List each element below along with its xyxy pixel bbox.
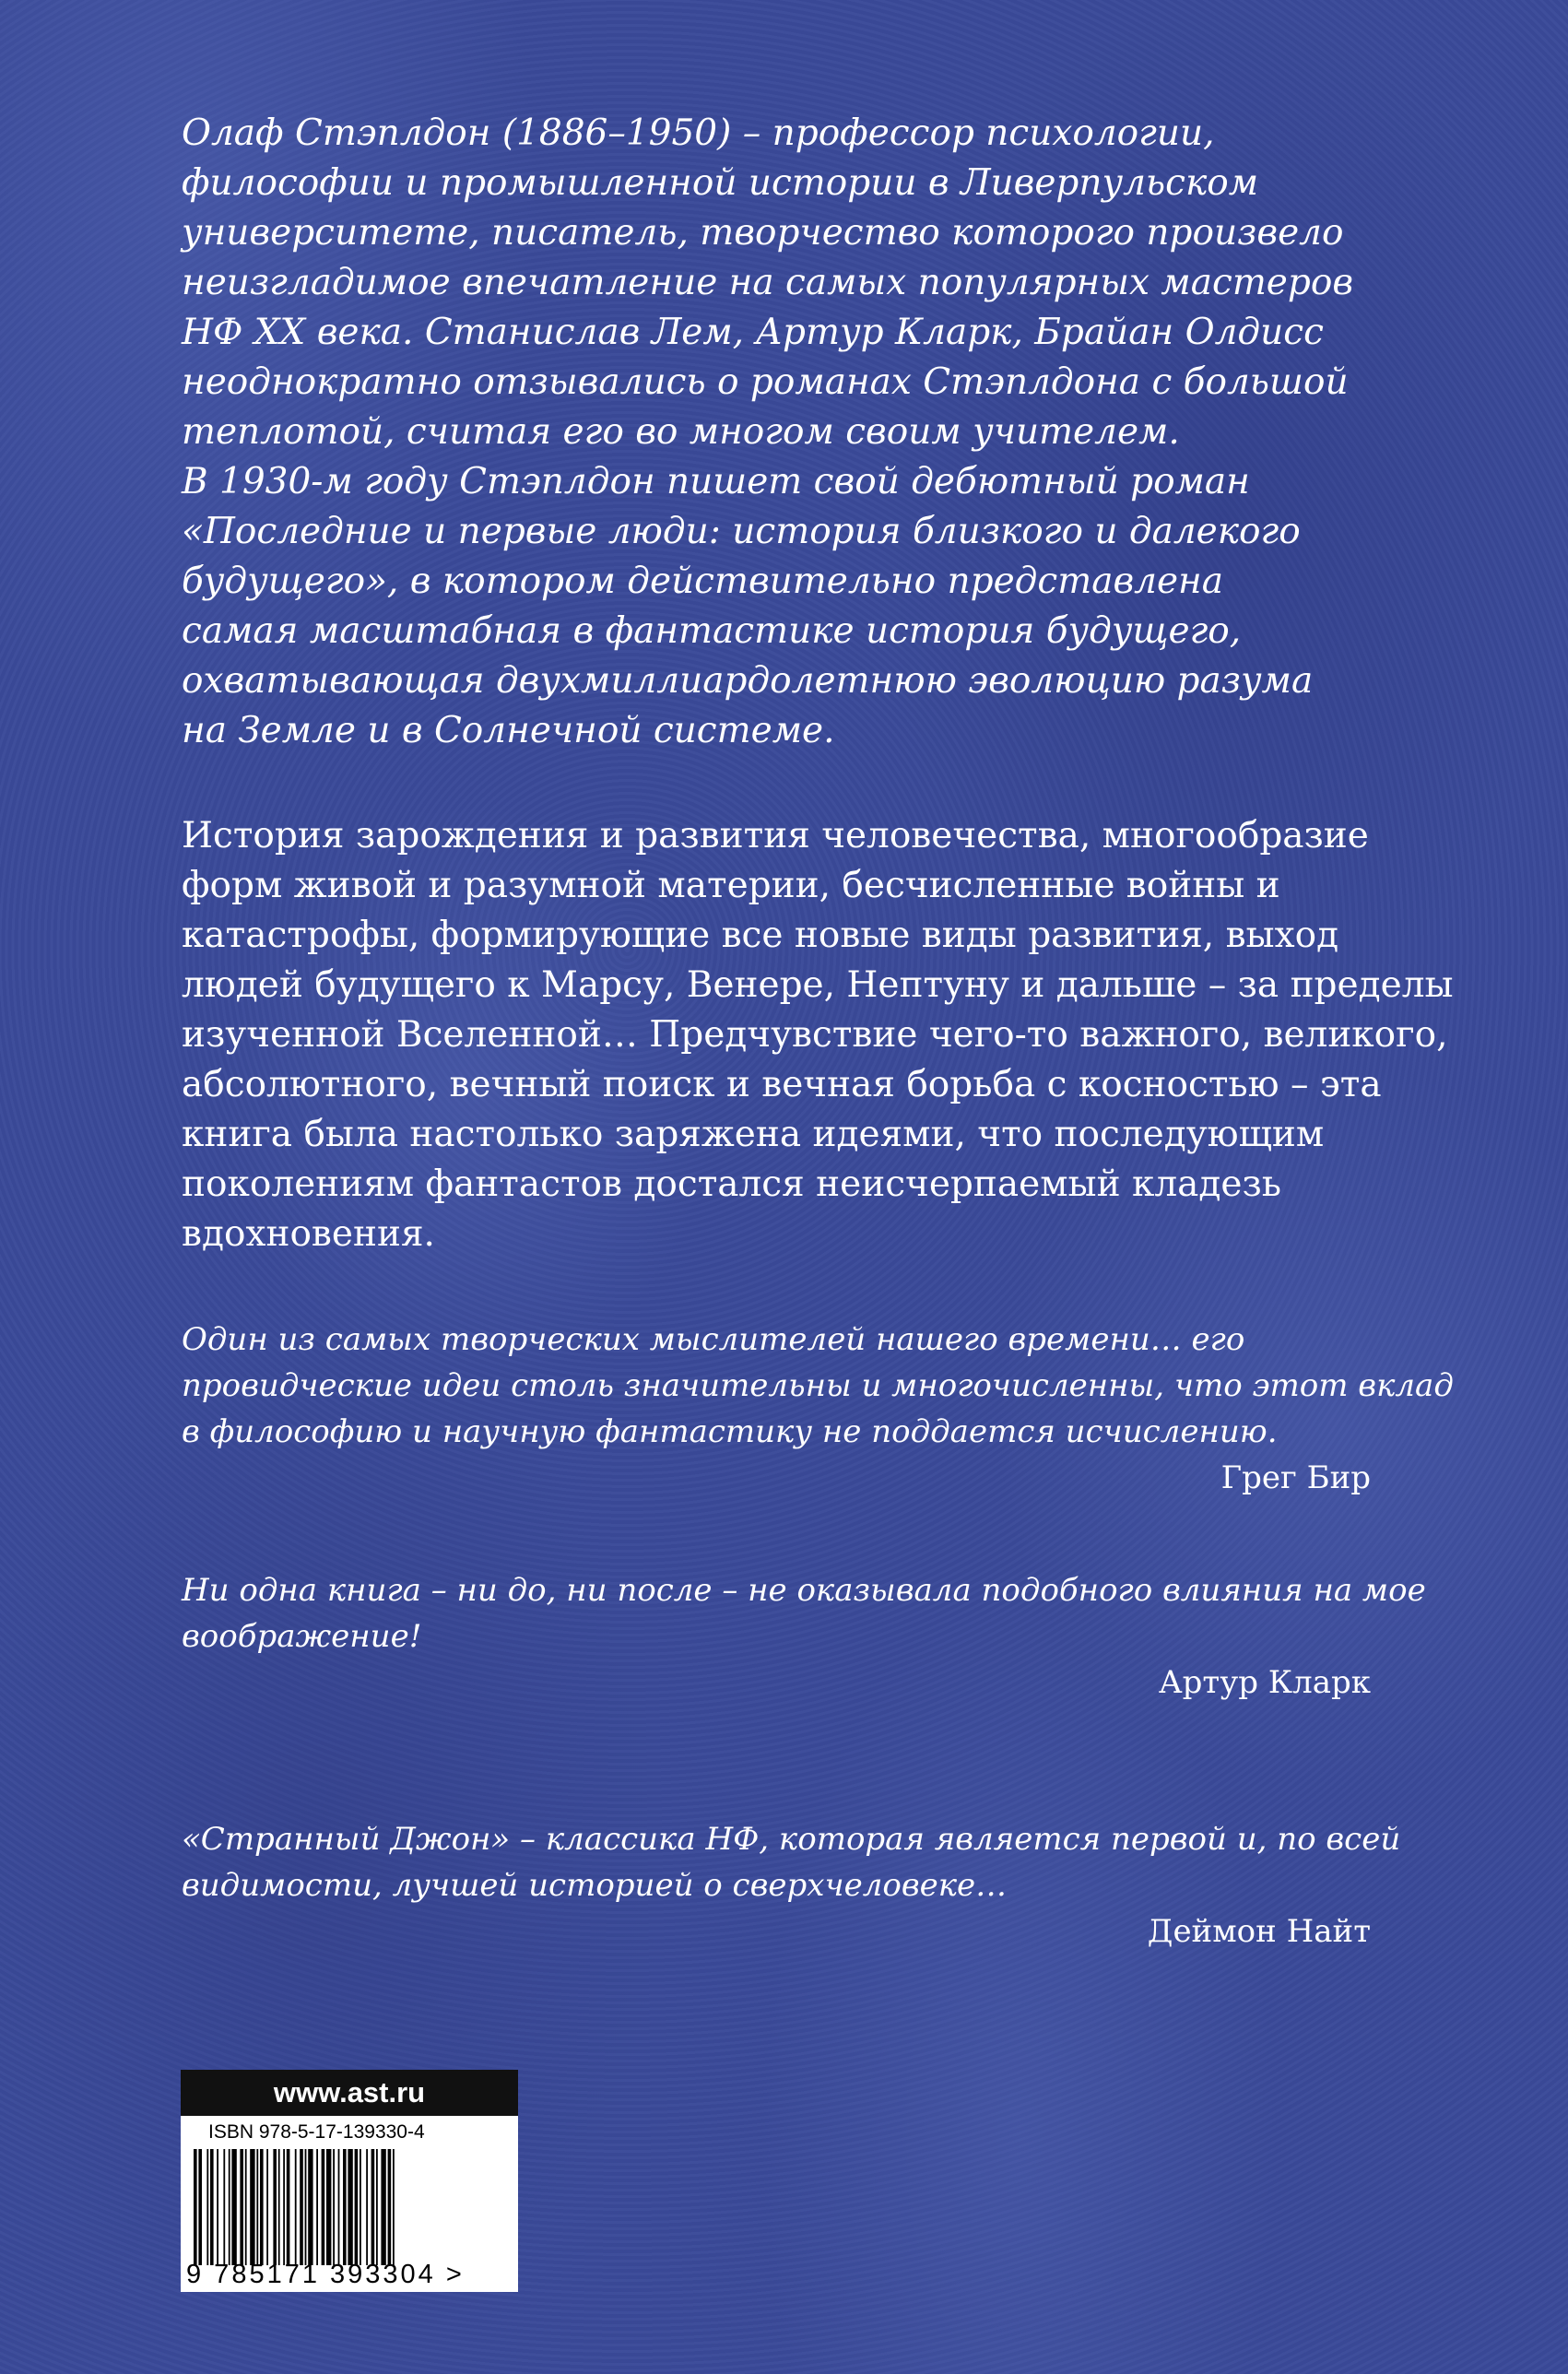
bio-line: НФ XX века. Станислав Лем, Артур Кларк, Брайан Олдисс bbox=[182, 312, 1324, 353]
barcode-bar bbox=[256, 2149, 258, 2265]
barcode-bar bbox=[217, 2149, 218, 2265]
ean-digits: 9 785171 393304 > bbox=[186, 2260, 465, 2289]
barcode-bar bbox=[223, 2149, 225, 2265]
blurb-quote-clarke bbox=[182, 1567, 1426, 1706]
quote-line: провидческие идеи столь значительны и многочисленны, что этот вклад bbox=[182, 1367, 1454, 1404]
summary-line: форм живой и разумной материи, бесчисленные войны и bbox=[182, 865, 1280, 906]
barcode-bar bbox=[343, 2149, 347, 2265]
bio-line: охватывающая двухмиллиардолетнюю эволюцию разума bbox=[182, 660, 1314, 702]
bio-line: самая масштабная в фантастике история будущего, bbox=[182, 610, 1242, 652]
summary-line: книга была настолько заряжена идеями, что последующим bbox=[182, 1114, 1325, 1155]
barcode-bar bbox=[266, 2149, 268, 2265]
quote-line: Ни одна книга – ни до, ни после – не оказывала подобного влияния на мое bbox=[182, 1572, 1426, 1609]
barcode-bar bbox=[245, 2149, 247, 2265]
quote-author: Артур Кларк bbox=[1158, 1664, 1371, 1701]
bio-line: философии и промышленной истории в Ливерпульском bbox=[182, 162, 1259, 204]
quote-text bbox=[182, 1567, 1426, 1659]
barcode-bar bbox=[371, 2149, 375, 2265]
summary-line: поколениям фантастов достался неисчерпаемый кладезь bbox=[182, 1163, 1281, 1205]
blurb-quote-bear bbox=[182, 1317, 1454, 1501]
barcode-bar bbox=[273, 2149, 277, 2265]
quote-author: Грег Бир bbox=[1220, 1459, 1371, 1496]
quote-text bbox=[182, 1317, 1454, 1455]
barcode-bar bbox=[333, 2149, 335, 2265]
book-summary bbox=[182, 811, 1454, 1259]
blurb-quote-knight bbox=[182, 1816, 1408, 1955]
barcode-bar bbox=[295, 2149, 297, 2265]
barcode-bars bbox=[192, 2149, 507, 2265]
barcode-bar bbox=[388, 2149, 392, 2265]
author-bio bbox=[182, 109, 1408, 756]
barcode-bar bbox=[338, 2149, 340, 2265]
quote-line: Один из самых творческих мыслителей нашего времени… его bbox=[182, 1321, 1245, 1358]
quote-line: в философию и научную фантастику не поддается исчислению. bbox=[182, 1413, 1278, 1450]
bio-line: Олаф Стэплдон (1886–1950) – профессор психологии, bbox=[182, 112, 1215, 154]
barcode-panel bbox=[181, 2070, 518, 2292]
barcode-bar bbox=[278, 2149, 280, 2265]
barcode-bar bbox=[240, 2149, 243, 2265]
summary-line: абсолютного, вечный поиск и вечная борьба с косностью – эта bbox=[182, 1064, 1382, 1105]
bio-line: неизгладимое впечатление на самых популярных мастеров bbox=[182, 262, 1354, 303]
barcode-bar bbox=[322, 2149, 325, 2265]
publisher-website: www.ast.ru bbox=[181, 2070, 518, 2116]
barcode-bar bbox=[348, 2149, 352, 2265]
bio-line: неоднократно отзывались о романах Стэплдона с большой bbox=[182, 361, 1349, 403]
barcode-bar bbox=[229, 2149, 230, 2265]
barcode-bar bbox=[381, 2149, 385, 2265]
barcode-bar bbox=[366, 2149, 368, 2265]
barcode-bar bbox=[393, 2149, 395, 2265]
barcode-bar bbox=[360, 2149, 361, 2265]
barcode-bar bbox=[376, 2149, 378, 2265]
bio-line: «Последние и первые люди: история близкого и далекого bbox=[182, 511, 1301, 552]
summary-line: вдохновения. bbox=[182, 1213, 435, 1255]
barcode-bar bbox=[194, 2149, 197, 2265]
quote-line: «Странный Джон» – классика НФ, которая является первой и, по всей bbox=[182, 1821, 1401, 1858]
bio-line: университете, писатель, творчество которого произвело bbox=[182, 212, 1344, 254]
barcode-bar bbox=[206, 2149, 208, 2265]
barcode-bar bbox=[250, 2149, 254, 2265]
bio-line: будущего», в котором действительно представлена bbox=[182, 561, 1223, 602]
quote-author: Деймон Найт bbox=[1147, 1913, 1371, 1950]
barcode-bar bbox=[305, 2149, 307, 2265]
quote-line: видимости, лучшей историей о сверхчеловеке… bbox=[182, 1867, 1008, 1904]
summary-line: людей будущего к Марсу, Венере, Нептуну и дальше – за пределы bbox=[182, 964, 1454, 1006]
quote-line: воображение! bbox=[182, 1618, 422, 1655]
summary-line: катастрофы, формирующие все новые виды развития, выход bbox=[182, 915, 1339, 956]
barcode-bar bbox=[308, 2149, 312, 2265]
quote-text bbox=[182, 1816, 1408, 1908]
summary-line: изученной Вселенной… Предчувствие чего-то важного, великого, bbox=[182, 1014, 1448, 1056]
summary-line: История зарождения и развития человечества, многообразие bbox=[182, 815, 1369, 856]
bio-line: теплотой, считая его во многом своим учителем. bbox=[182, 411, 1180, 453]
barcode-bar bbox=[283, 2149, 285, 2265]
barcode-bar bbox=[260, 2149, 264, 2265]
bio-line: на Земле и в Солнечной системе. bbox=[182, 710, 835, 751]
barcode-bar bbox=[300, 2149, 303, 2265]
barcode-bar bbox=[316, 2149, 318, 2265]
barcode-bar bbox=[210, 2149, 214, 2265]
barcode-bar bbox=[355, 2149, 359, 2265]
isbn-label: ISBN 978-5-17-139330-4 bbox=[208, 2121, 425, 2143]
barcode-bar bbox=[326, 2149, 331, 2265]
bio-line: В 1930-м году Стэплдон пишет свой дебютный роман bbox=[182, 461, 1250, 502]
barcode-bar bbox=[198, 2149, 202, 2265]
barcode-bar bbox=[287, 2149, 290, 2265]
barcode-bar bbox=[231, 2149, 236, 2265]
